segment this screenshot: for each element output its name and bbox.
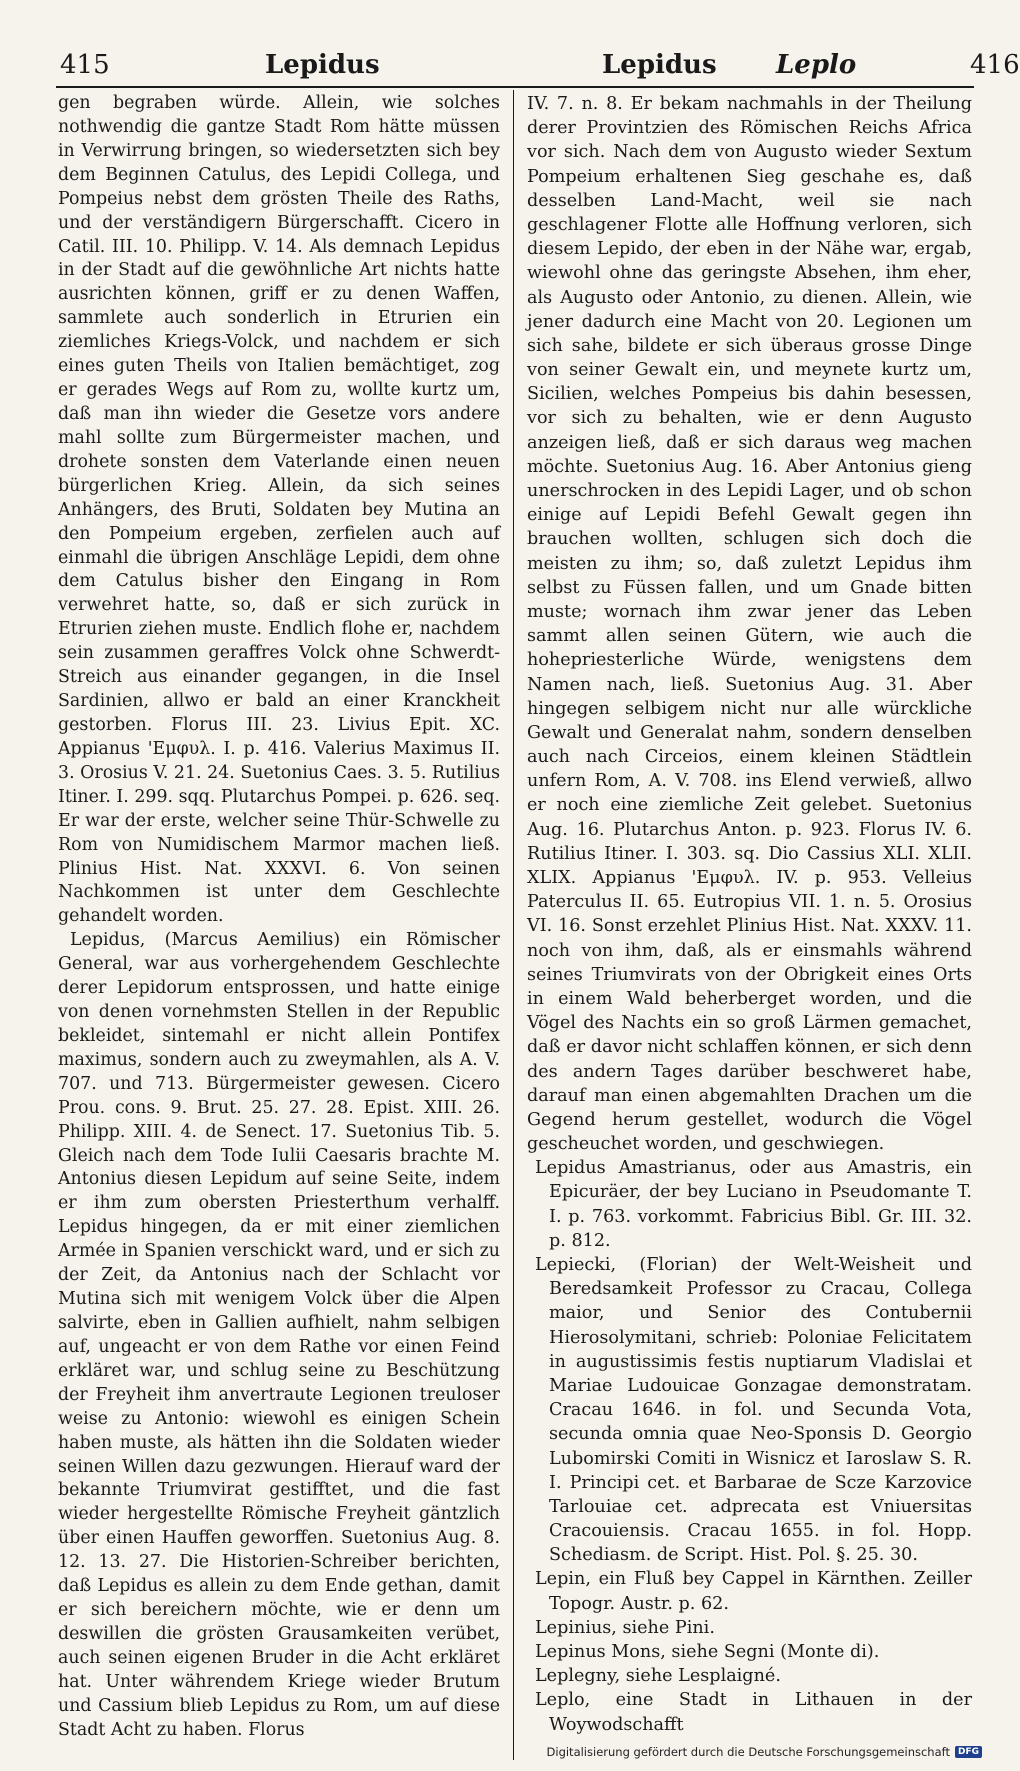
running-title-right: Lepidus	[602, 50, 717, 80]
dfg-logo: DFG	[955, 1746, 982, 1758]
page-number-left: 415	[60, 50, 110, 80]
header-rule	[56, 86, 974, 88]
page-number-right: 416	[970, 50, 1020, 80]
running-title-left: Lepidus	[265, 50, 380, 80]
entry-lepinius: Lepinius, siehe Pini.	[535, 1617, 715, 1638]
funding-credit: Digitalisierung gefördert durch die Deutsche Forschungsgemeinschaft	[546, 1745, 950, 1759]
left-column	[58, 92, 500, 1743]
column-divider	[513, 90, 514, 1760]
entry-lepidus-amastrianus: Lepidus Amastrianus, oder aus Amastris, ein Epicuräer, der bey Luciano in Pseudomante T. I. p. 763. vorkommt. Fabricius Bibl. Gr. III. 32. p. 812.	[535, 1158, 972, 1251]
entry-continuation: gen begraben würde. Allein, wie solches nothwendig die gantze Stadt Rom hätte müssen in Verwirrung bringen, so wiedersetzten sich bey dem Beginnen Catulus, des Lepidi Collega, und Pompeius nebst dem grösten Theile des Raths, und der verständigern Bürgerschafft. Cicero in Catil. III. 10. Philipp. V. 14. Als demnach Lepidus in der Stadt auf die gewöhnliche Art nichts hatte ausrichten können, griff er zu denen Waffen, sammlete auch sonderlich in Etrurien ein ziemliches Kriegs-Volck, und nachdem er sich eines guten Theils von Italien bemächtiget, zog er gerades Wegs auf Rom zu, wollte kurtz um, daß man ihn wieder die Gesetze vors andere mahl sollte zum Bürgermeister machen, und drohete sonsten dem Vaterlande einen neuen bürgerlichen Krieg. Allein, da sich seines Anhängers, des Bruti, Soldaten bey Mutina an den Pompeium ergeben, zerfielen auch auf einmahl die übrigen Anschläge Lepidi, dem ohne dem Catulus bisher den Eingang in Rom verwehret hatte, so, daß er sich zurück in Etrurien ziehen muste. Endlich flohe er, nachdem sein zusammen geraffres Volck ohne Schwerdt-Streich aus einander gegangen, in die Insel Sardinien, allwo er bald an einer Kranckheit gestorben. Florus III. 23. Livius Epit. XC. Appianus 'Εμφυλ. I. p. 416. Valerius Maximus II. 3. Orosius V. 21. 24. Suetonius Caes. 3. 5. Rutilius Itiner. I. 299. sqq. Plutarchus Pompei. p. 626. seq. Er war der erste, welcher seine Thür-Schwelle zu Rom von Numidischem Marmor machen ließ. Plinius Hist. Nat. XXXVI. 6. Von seinen Nachkommen ist unter dem Geschlechte gehandelt worden.	[58, 93, 500, 927]
entry-lepidus-marcus-aemilius: Lepidus, (Marcus Aemilius) ein Römischer General, war aus vorhergehendem Geschlechte derer Lepidorum entsprossen, und hatte einige von denen vornehmsten Stellen in der Republic bekleidet, sintemahl er nicht allein Pontifex maximus, sondern auch zu zweymahlen, als A. V. 707. und 713. Bürgermeister gewesen. Cicero Prou. cons. 9. Brut. 25. 27. 28. Epist. XIII. 26. Philipp. XIII. 4. de Senect. 17. Suetonius Tib. 5. Gleich nach dem Tode Iulii Caesaris brachte M. Antonius diesen Lepidum auf seine Seite, indem er ihm zum obersten Priesterthum verhalff. Lepidus hingegen, da er mit einer ziemlichen Armée in Spanien verschickt ward, und er sich zu der Zeit, da Antonius nach der Schlacht vor Mutina sich mit wenigem Volck über die Alpen salvirte, eben in Gallien aufhielt, nahm selbigen auf, ungeacht er von dem Rathe vor einen Feind erkläret war, und schlug seine zu Beschützung der Freyheit ihm anvertraute Legionen treuloser weise zu Antonio: wiewohl es einigen Schein haben muste, als hätten ihn die Soldaten wieder seinen Willen dazu gezwungen. Hierauf ward der bekannte Triumvirat gestifftet, und die fast wieder hergestellte Römische Freyheit gäntzlich über einen Hauffen geworffen. Suetonius Aug. 8. 12. 13. 27. Die Historien-Schreiber berichten, daß Lepidus es allein zu dem Ende gethan, damit er sich bereichern möchte, wie er denn um deswillen die grösten Grausamkeiten verübet, auch seinen eigenen Bruder in die Acht erkläret hat. Unter währendem Kriege wieder Brutum und Cassium blieb Lepidus zu Rom, um auf diese Stadt Acht zu haben. Florus	[58, 930, 500, 1740]
entry-lepinus-mons: Lepinus Mons, siehe Segni (Monte di).	[535, 1642, 880, 1662]
entry-leplo: Leplo, eine Stadt in Lithauen in der Woywodschafft	[535, 1690, 972, 1735]
entry-leplegny: Leplegny, siehe Lesplaigné.	[535, 1666, 781, 1687]
entry-lepiecki: Lepiecki, (Florian) der Welt-Weisheit und Beredsamkeit Professor zu Cracau, Collega maior, und Senior des Contubernii Hierosolymitani, schrieb: Poloniae Felicitatem in augustissimis festis nuptiarum Vladislai et Mariae Ludouicae Gonzagae demonstratam. Cracau 1646. in fol. und Secunda Vota, secunda omnia quae Neo-Sponsis D. Georgio Lubomirski Comiti in Wisnicz et Iaroslaw S. R. I. Principi cet. et Barbarae de Scze Karzovice Tarlouiae cet. adprecata est Vniuersitas Cracouiensis. Cracau 1655. in fol. Hopp. Schediasm. de Script. Hist. Pol. §. 25. 30.	[535, 1255, 972, 1566]
right-column	[527, 92, 972, 1737]
digitization-footer	[547, 1745, 982, 1759]
catchword-right: Leplo	[776, 50, 857, 80]
entry-continuation-right: IV. 7. n. 8. Er bekam nachmahls in der Theilung derer Provintzien des Römischen Reichs Africa vor sich. Nach dem von Augusto wieder Sextum Pompeium erhaltenen Sieg geschahe es, daß desselben Land-Macht, weil sie nach geschlagener Flotte alle Hoffnung verloren, sich diesem Lepido, der eben in der Nähe war, ergab, wiewohl ohne das geringste Absehen, ihm eher, als Augusto oder Antonio, zu dienen. Allein, wie jener dadurch eine Macht von 20. Legionen um sich sahe, bildete er sich überaus grosse Dinge von seiner Gewalt ein, und meynete kurtz um, Sicilien, welches Pompeius bis dahin besessen, vor sich zu behalten, wie er denn Augusto anzeigen ließ, daß er sich daraus weg machen möchte. Suetonius Aug. 16. Aber Antonius gieng unerschrocken in des Lepidi Lager, und ob schon einige auf Lepidi Befehl Gewalt gegen ihn brauchen wollten, schlugen sich doch die meisten zu ihm; so, daß zuletzt Lepidus ihm selbst zu Füssen fallen, und um Gnade bitten muste; wornach ihm zwar jener das Leben sammt allen seinen Gütern, wie auch die hohepriesterliche Würde, wenigstens dem Namen nach, ließ. Suetonius Aug. 31. Aber hingegen selbigem nicht nur alle würckliche Gewalt und Generalat nahm, sondern denselben auch nach Circeios, einem kleinen Städtlein unfern Rom, A. V. 708. ins Elend verwieß, allwo er noch eine ziemliche Zeit gelebet. Suetonius Aug. 16. Plutarchus Anton. p. 923. Florus IV. 6. Rutilius Itiner. I. 303. sq. Dio Cassius XLI. XLII. XLIX. Appianus 'Εμφυλ. IV. p. 953. Velleius Paterculus II. 65. Eutropius VII. 1. n. 5. Orosius VI. 16. Sonst erzehlet Plinius Hist. Nat. XXXV. 11. noch von ihm, daß, als er einsmahls während seines Triumvirats von der Obrigkeit eines Orts in einem Wald beherberget worden, und die Vögel des Nachts ein so groß Lärmen gemachet, daß er davor nicht schlaffen können, er sich denn des andern Tages darüber beschweret habe, darauf man einen abgemahlten Drachen um die Gegend herum gestellet, wodurch die Vögel gescheuchet worden, und geschwiegen.	[527, 94, 972, 1155]
page-header	[50, 48, 1020, 84]
entry-lepin: Lepin, ein Fluß bey Cappel in Kärnthen. Zeiller Topogr. Austr. p. 62.	[535, 1569, 972, 1614]
